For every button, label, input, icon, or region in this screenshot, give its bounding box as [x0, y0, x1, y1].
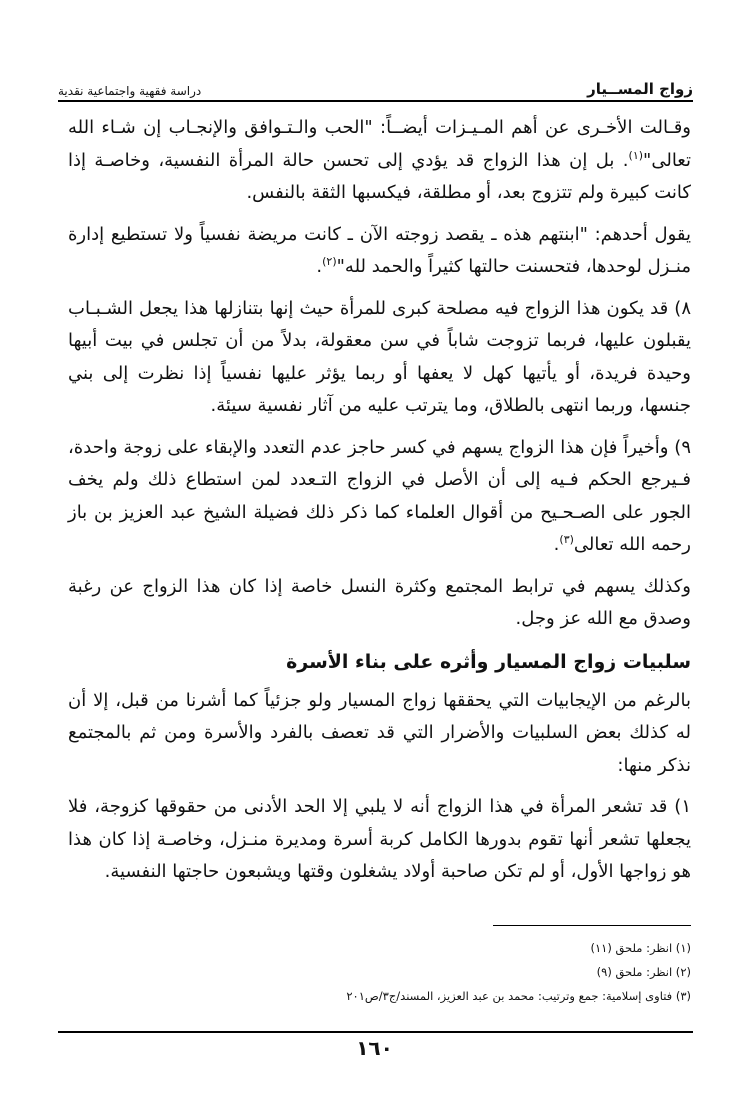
paragraph: ٩) وأخيراً فإن هذا الزواج يسهم في كسر حاجز عدم التعدد والإبقاء على زوجة واحدة، فـيرجع الحكم فـيه إلى أن الأصل في الزواج التـعدد لمن استطاع ذلك ولم يخف الجور على الصـحـيح من أقوال العلماء كما ذكر ذلك فضيلة الشيخ عبد العزيز بن باز رحمه الله تعالى$^{(٣)}$.: [68, 436, 691, 555]
section-heading: سلبيات زواج المسيار وأثره على بناء الأسرة: [286, 650, 691, 673]
header-rule: [58, 100, 693, 102]
page-body: [68, 112, 691, 898]
paragraph: ٨) قد يكون هذا الزواج فيه مصلحة كبرى للمرأة حيث إنها بتنازلها هذا يجعل الشـبـاب يقبلون عليها، فربما تزوجت شاباً في سن معقولة، بدلاً من أن تجلس في بيت أبيها وحيدة فريدة، أو يأتيها كهل لا يعفها أو ربما يؤثر عليها نفسياً إذا نظرت إلى بني جنسها، وربما انتهى بالطلاق، وما يترتب عليه من آثار نفسية سيئة.: [68, 297, 691, 416]
footnotes: [68, 936, 691, 1008]
footnote-rule: [493, 925, 691, 926]
footnote-ref: (١): [628, 148, 644, 162]
book-subtitle: دراسة فقهية واجتماعية نقدية: [58, 84, 202, 98]
page-number: ١٦٠: [356, 1036, 393, 1060]
footnote-ref: (٢): [322, 255, 337, 268]
footnote-ref: (٣): [559, 533, 574, 546]
paragraph: وكذلك يسهم في ترابط المجتمع وكثرة النسل خاصة إذا كان هذا الزواج عن رغبة وصدق مع الله عز وجل.: [68, 575, 691, 629]
footer-rule: [58, 1031, 693, 1033]
book-title: زواج المســيار: [587, 80, 693, 98]
paragraph: بالرغم من الإيجابيات التي يحققها زواج المسيار ولو جزئياً كما أشرنا من قبل، إلا أن له كذلك بعض السلبيات والأضرار التي قد تعصف بالفرد والأسرة ومن ثم بالمجتمع نذكر منها:: [68, 689, 691, 776]
footnote: (٣) فتاوى إسلامية: جمع وترتيب: محمد بن عبد العزيز، المسند/ج٣/ص٢٠١: [346, 989, 691, 1003]
footnote: (١) انظر: ملحق (١١): [590, 941, 691, 955]
paragraph: وقـالت الأخـرى عن أهم المـيـزات أيضــاً: "الحب والـتـوافق والإنجـاب إن شـاء الله تعالى"$^{(١)}$. بل إن هذا الزواج قد يؤدي إلى تحسن حالة المرأة النفسية، وخاصـة إذا كانت كبيرة ولم تتزوج بعد، أو مطلقة، فيكسبها الثقة بالنفس.: [68, 117, 691, 203]
paragraph: ١) قد تشعر المرأة في هذا الزواج أنه لا يلبي إلا الحد الأدنى من حقوقها كزوجة، فلا يجعلها تشعر أنها تقوم بدورها الكامل كربة أسرة ومديرة منـزل، وخاصـة إذا كان هذا هو زواجها الأول، أو لم تكن صاحبة أولاد يشغلون وقتها ويشبعون حاجتها النفسية.: [68, 796, 691, 882]
footnote: (٢) انظر: ملحق (٩): [596, 965, 691, 979]
paragraph: يقول أحدهم: "ابنتهم هذه ـ يقصد زوجته الآن ـ كانت مريضة نفسياً ولا تستطيع إدارة منـزل لوحدها، فتحسنت حالتها كثيراً والحمد لله"$^{(٢)}$.: [68, 223, 691, 277]
running-header: [58, 68, 693, 98]
